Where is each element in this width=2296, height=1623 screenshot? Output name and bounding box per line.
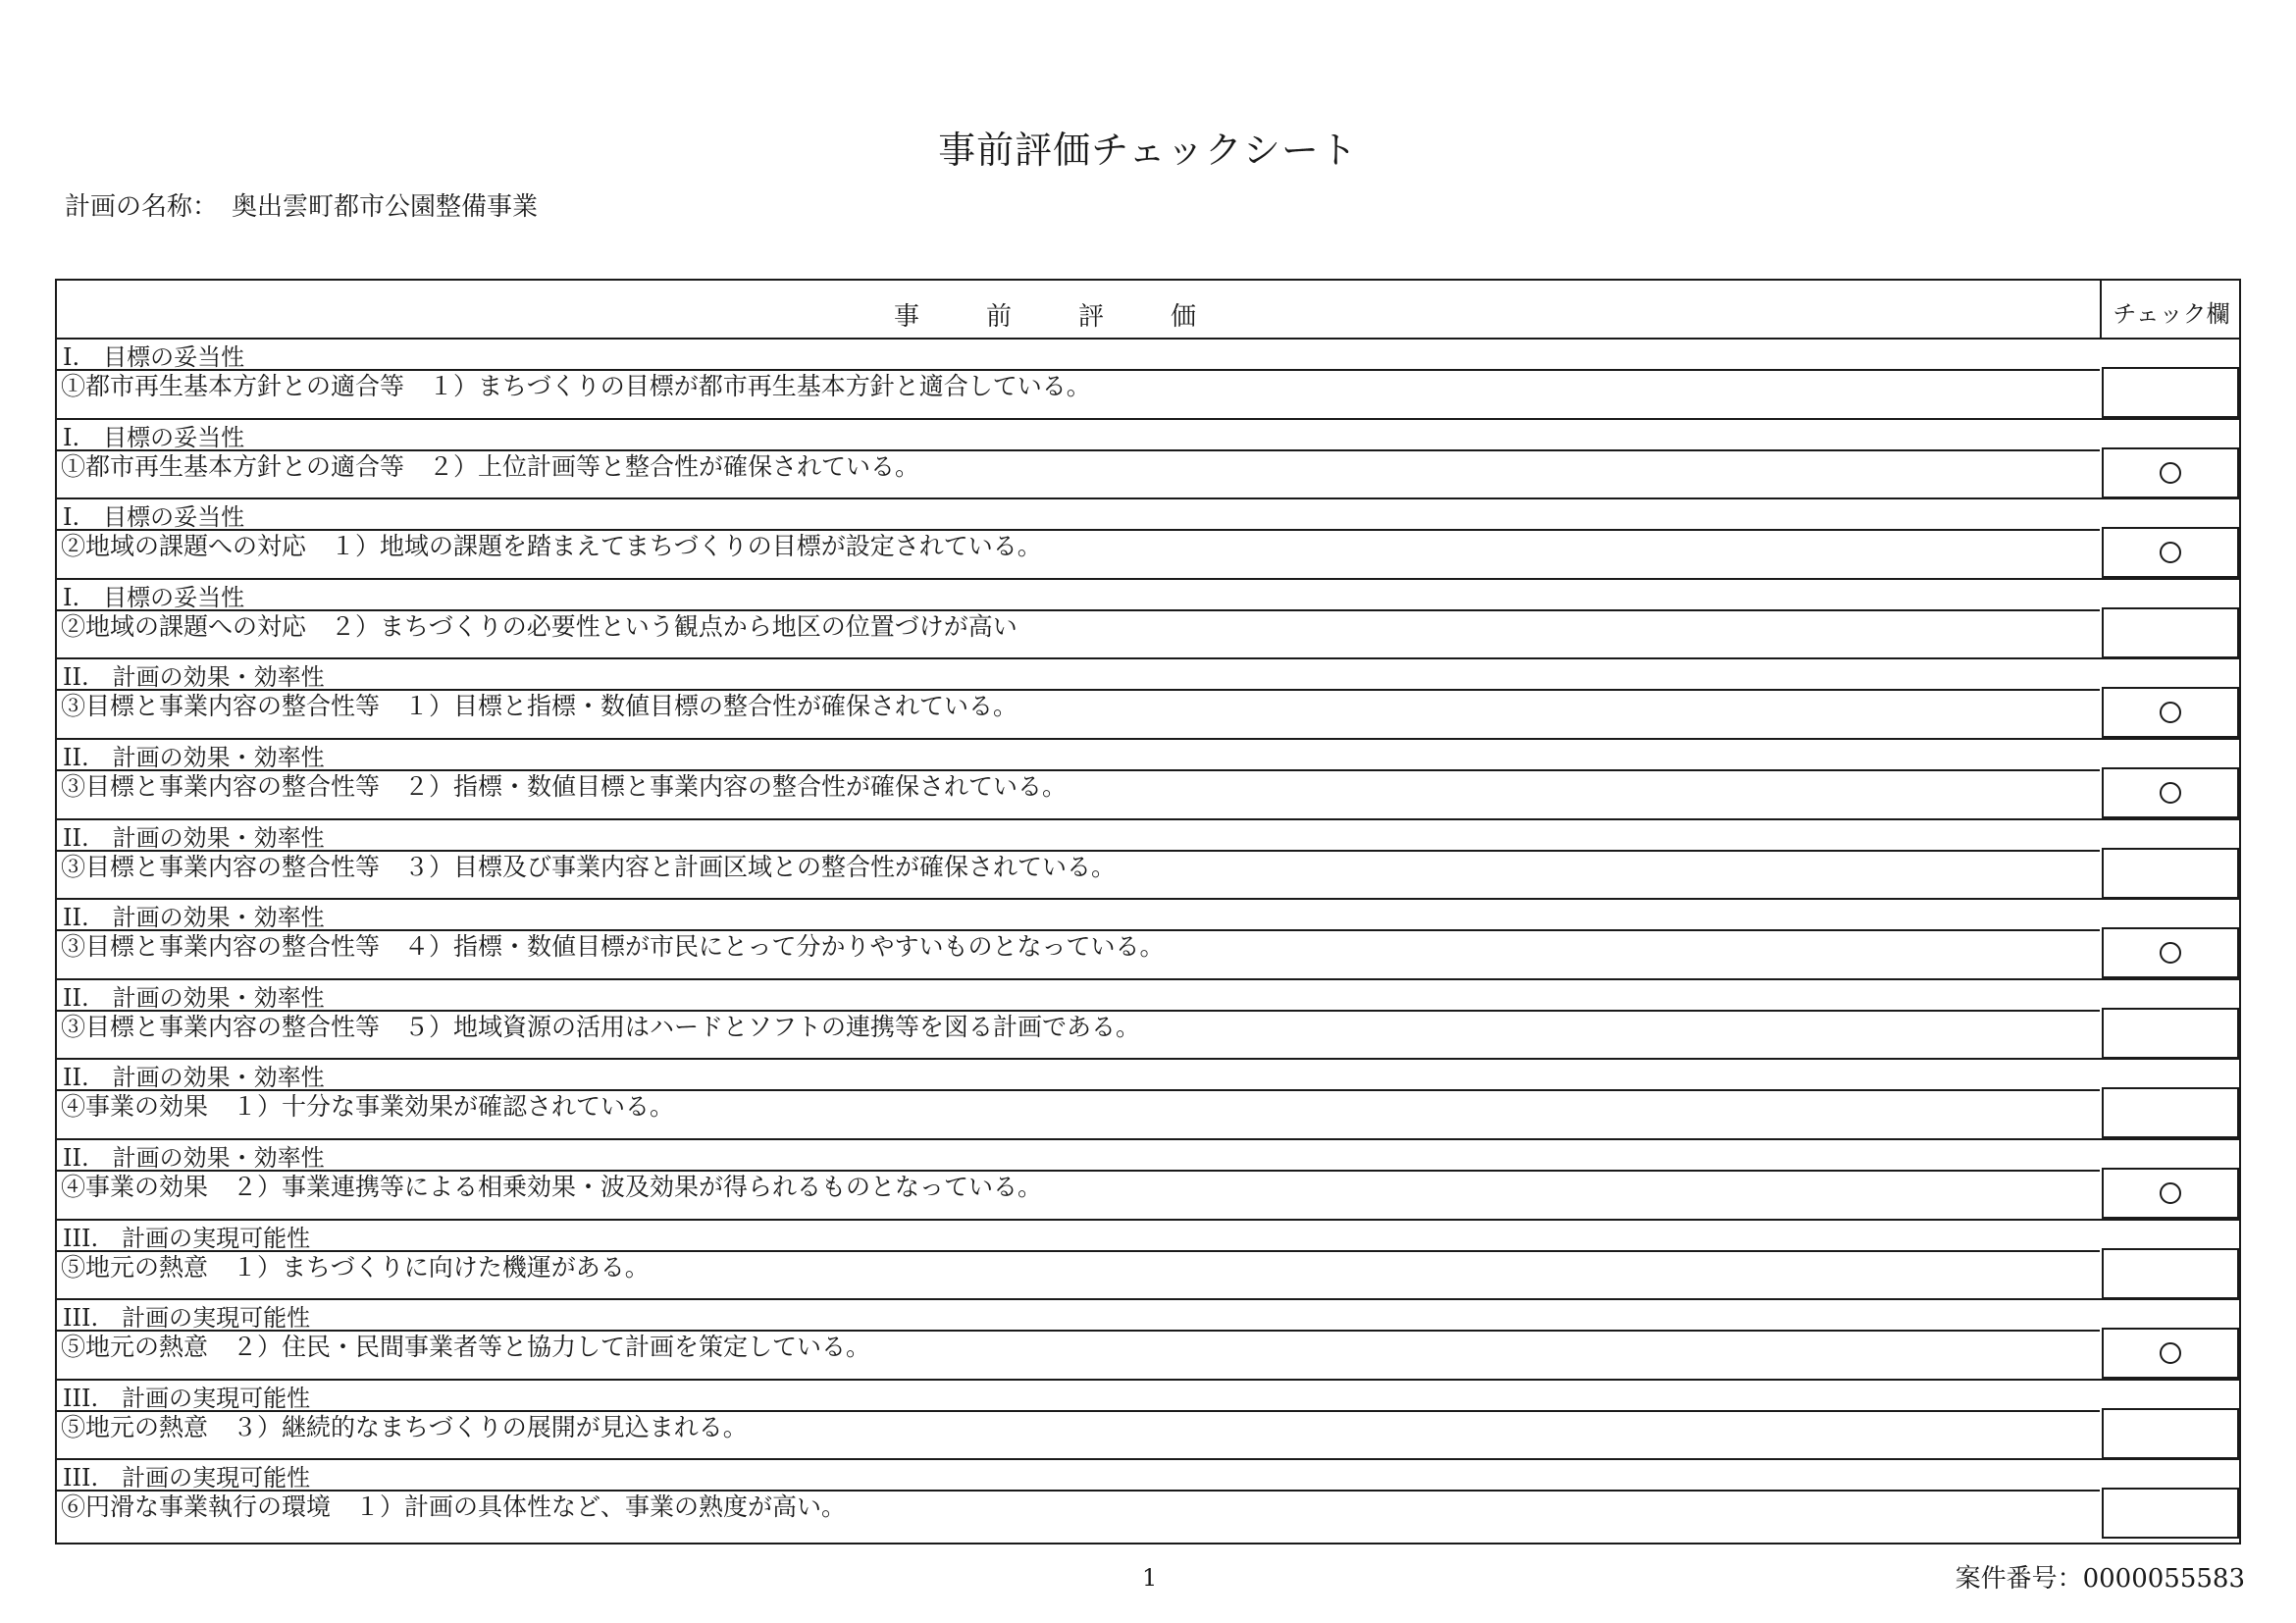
row-category: III. 計画の実現可能性 (63, 1304, 311, 1333)
row-criterion: ③目標と事業内容の整合性等 ２）指標・数値目標と事業内容の整合性が確保されている。 (61, 771, 1068, 801)
category-divider (57, 609, 2100, 611)
check-cell[interactable] (2102, 527, 2239, 578)
row-category: II. 計画の効果・効率性 (63, 743, 325, 771)
table-row (57, 659, 2239, 740)
row-criterion: ②地域の課題への対応 １）地域の課題を踏まえてまちづくりの目標が設定されている。 (61, 532, 1042, 561)
row-category: III. 計画の実現可能性 (63, 1384, 311, 1412)
row-category: II. 計画の効果・効率性 (63, 983, 325, 1012)
category-divider (57, 689, 2100, 691)
row-category: II. 計画の効果・効率性 (63, 904, 325, 932)
check-cell[interactable] (2102, 447, 2239, 498)
row-criterion: ⑤地元の熱意 ３）継続的なまちづくりの展開が見込まれる。 (61, 1412, 748, 1441)
check-cell[interactable] (2102, 367, 2239, 418)
row-category: III. 計画の実現可能性 (63, 1464, 311, 1492)
row-criterion: ⑥円滑な事業執行の環境 １）計画の具体性など、事業の熟度が高い。 (61, 1492, 847, 1522)
table-row (57, 1140, 2239, 1221)
check-cell[interactable] (2102, 848, 2239, 899)
evaluation-table (55, 279, 2241, 1544)
category-divider (57, 1170, 2100, 1172)
category-divider (57, 449, 2100, 451)
check-circle-icon (2160, 942, 2181, 964)
category-divider (57, 1250, 2100, 1252)
row-criterion: ⑤地元の熱意 ２）住民・民間事業者等と協力して計画を策定している。 (61, 1333, 871, 1362)
row-category: III. 計画の実現可能性 (63, 1224, 311, 1252)
check-cell[interactable] (2102, 607, 2239, 658)
case-number: 案件番号：0000055583 (1955, 1564, 2245, 1594)
check-cell[interactable] (2102, 767, 2239, 818)
check-cell[interactable] (2102, 1008, 2239, 1059)
table-row (57, 1060, 2239, 1140)
plan-name-value: 奥出雲町都市公園整備事業 (232, 192, 539, 222)
table-header (57, 281, 2239, 340)
table-row (57, 1460, 2239, 1541)
category-divider (57, 769, 2100, 771)
check-cell[interactable] (2102, 1328, 2239, 1379)
check-circle-icon (2160, 542, 2181, 563)
check-circle-icon (2160, 1342, 2181, 1364)
category-divider (57, 1490, 2100, 1492)
header-check-label: チェック欄 (2100, 281, 2241, 338)
check-cell[interactable] (2102, 1488, 2239, 1539)
check-circle-icon (2160, 702, 2181, 723)
category-divider (57, 529, 2100, 531)
category-divider (57, 1410, 2100, 1412)
check-cell[interactable] (2102, 1408, 2239, 1459)
category-divider (57, 1010, 2100, 1012)
check-circle-icon (2160, 1182, 2181, 1204)
check-cell[interactable] (2102, 1168, 2239, 1219)
row-category: II. 計画の効果・効率性 (63, 1064, 325, 1092)
row-criterion: ③目標と事業内容の整合性等 １）目標と指標・数値目標の整合性が確保されている。 (61, 692, 1018, 721)
category-divider (57, 850, 2100, 852)
document-title: 事前評価チェックシート (938, 129, 1358, 172)
table-row (57, 900, 2239, 980)
table-row (57, 580, 2239, 660)
row-criterion: ①都市再生基本方針との適合等 １）まちづくりの目標が都市再生基本方針と適合している。 (61, 372, 1091, 400)
table-body (57, 340, 2239, 1541)
check-circle-icon (2160, 782, 2181, 804)
row-criterion: ⑤地元の熱意 １）まちづくりに向けた機運がある。 (61, 1252, 650, 1282)
category-divider (57, 1330, 2100, 1332)
row-category: II. 計画の効果・効率性 (63, 823, 325, 852)
table-row (57, 420, 2239, 500)
header-evaluation-label: 事前評価 (893, 302, 1263, 332)
category-divider (57, 369, 2100, 371)
row-criterion: ①都市再生基本方針との適合等 ２）上位計画等と整合性が確保されている。 (61, 451, 920, 481)
row-criterion: ②地域の課題への対応 ２）まちづくりの必要性という観点から地区の位置づけが高い (61, 611, 1018, 641)
table-row (57, 1221, 2239, 1301)
row-criterion: ③目標と事業内容の整合性等 ３）目標及び事業内容と計画区域との整合性が確保されている。 (61, 852, 1117, 881)
plan-name-label: 計画の名称： (65, 192, 219, 222)
row-category: I. 目標の妥当性 (63, 503, 245, 532)
row-criterion: ③目標と事業内容の整合性等 ４）指標・数値目標が市民にとって分かりやすいものとなっている。 (61, 932, 1165, 962)
row-criterion: ④事業の効果 ２）事業連携等による相乗効果・波及効果が得られるものとなっている。 (61, 1172, 1043, 1201)
row-category: II. 計画の効果・効率性 (63, 663, 325, 692)
check-cell[interactable] (2102, 687, 2239, 738)
check-circle-icon (2160, 462, 2181, 484)
table-row (57, 740, 2239, 820)
table-row (57, 340, 2239, 420)
plan-name-line (65, 186, 538, 223)
table-row (57, 820, 2239, 901)
row-category: I. 目標の妥当性 (63, 423, 245, 451)
page-number: 1 (1142, 1564, 1158, 1592)
check-cell[interactable] (2102, 1087, 2239, 1138)
category-divider (57, 929, 2100, 931)
row-category: I. 目標の妥当性 (63, 343, 245, 371)
row-category: II. 計画の効果・効率性 (63, 1143, 325, 1172)
row-criterion: ④事業の効果 １）十分な事業効果が確認されている。 (61, 1092, 675, 1122)
table-row (57, 980, 2239, 1061)
table-row (57, 1381, 2239, 1461)
table-row (57, 1300, 2239, 1381)
table-row (57, 499, 2239, 580)
check-cell[interactable] (2102, 927, 2239, 978)
row-category: I. 目標の妥当性 (63, 583, 245, 611)
row-criterion: ③目標と事業内容の整合性等 ５）地域資源の活用はハードとソフトの連携等を図る計画である。 (61, 1012, 1141, 1041)
check-cell[interactable] (2102, 1248, 2239, 1299)
category-divider (57, 1089, 2100, 1091)
